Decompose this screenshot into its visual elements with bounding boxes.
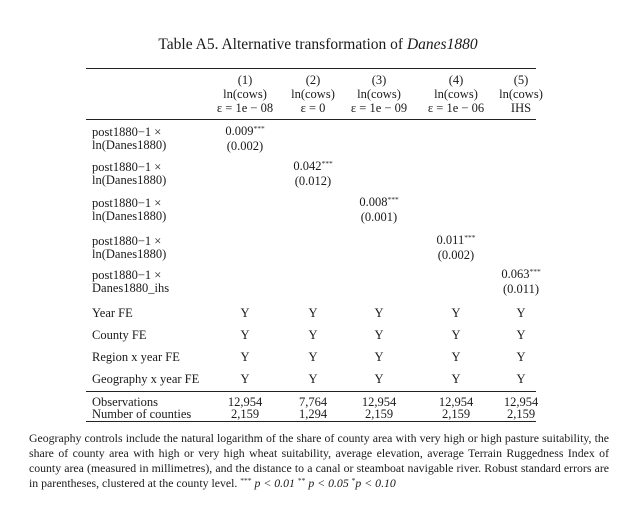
fixed-effect-indicator: Y bbox=[308, 328, 318, 342]
fixed-effect-indicator: Y bbox=[451, 372, 461, 386]
row-label: post1880−1 × bbox=[92, 268, 162, 282]
row-label: post1880−1 × bbox=[92, 125, 162, 139]
stat-value: 12,954 bbox=[438, 395, 474, 409]
column-transformation: ε = 1e − 09 bbox=[350, 101, 408, 115]
top-rule bbox=[86, 68, 536, 69]
header-rule bbox=[86, 119, 536, 120]
fixed-effect-indicator: Y bbox=[516, 328, 526, 342]
row-label: ln(Danes1880) bbox=[92, 247, 167, 261]
column-number: (2) bbox=[305, 73, 321, 87]
column-transformation: ε = 0 bbox=[300, 101, 326, 115]
column-number: (1) bbox=[237, 73, 253, 87]
row-label: ln(Danes1880) bbox=[92, 209, 167, 223]
stat-value: 2,159 bbox=[506, 407, 536, 421]
stat-value: 2,159 bbox=[230, 407, 260, 421]
stat-value: 2,159 bbox=[441, 407, 471, 421]
column-transformation: ε = 1e − 08 bbox=[216, 101, 274, 115]
fixed-effect-indicator: Y bbox=[516, 350, 526, 364]
row-label: post1880−1 × bbox=[92, 160, 162, 174]
coefficient-estimate bbox=[200, 124, 290, 138]
significance-stars: *** bbox=[464, 233, 476, 242]
row-label: ln(Danes1880) bbox=[92, 173, 167, 187]
column-number: (3) bbox=[371, 73, 387, 87]
fixed-effect-indicator: Y bbox=[240, 328, 250, 342]
fixed-effect-indicator: Y bbox=[516, 372, 526, 386]
estimate-value: 0.008 bbox=[359, 195, 388, 209]
standard-error: (0.001) bbox=[360, 210, 398, 224]
stat-value: 1,294 bbox=[298, 407, 328, 421]
stat-value: 12,954 bbox=[227, 395, 263, 409]
coefficient-estimate bbox=[268, 159, 358, 173]
coefficient-estimate bbox=[411, 233, 501, 247]
table-title: Table A5. Alternative transformation of Danes1880 bbox=[158, 36, 478, 53]
fixed-effect-indicator: Y bbox=[308, 350, 318, 364]
standard-error: (0.012) bbox=[294, 174, 332, 188]
fixed-effect-indicator: Y bbox=[451, 306, 461, 320]
column-dependent-variable: ln(cows) bbox=[291, 87, 335, 101]
significance-stars: *** bbox=[253, 124, 265, 133]
stat-label: Observations bbox=[92, 395, 158, 409]
table-notes: Geography controls include the natural logarithm of the share of county area with very high or high pasture suitability, the share of county area with high or very high wheat suitability, average elevation, average Terrain Ruggedness Index of county area (measured in millimetres), and the distance to a canal or steamboat navigable river. Robust standard errors are in parentheses, clustered at the county level. *** p < 0.01 ** p < 0.05 *p < 0.10 bbox=[29, 431, 609, 490]
significance-stars: *** bbox=[321, 159, 333, 168]
fixed-effect-indicator: Y bbox=[451, 328, 461, 342]
estimate-value: 0.042 bbox=[293, 159, 322, 173]
coefficient-estimate bbox=[334, 195, 424, 209]
fixed-effect-label: Year FE bbox=[92, 306, 133, 320]
fixed-effect-indicator: Y bbox=[240, 306, 250, 320]
row-label: post1880−1 × bbox=[92, 234, 162, 248]
fixed-effect-indicator: Y bbox=[308, 372, 318, 386]
estimate-value: 0.011 bbox=[436, 233, 465, 247]
fixed-effect-indicator: Y bbox=[374, 328, 384, 342]
row-label: ln(Danes1880) bbox=[92, 138, 167, 152]
estimate-value: 0.009 bbox=[225, 124, 254, 138]
stat-value: 7,764 bbox=[298, 395, 328, 409]
fixed-effect-indicator: Y bbox=[451, 350, 461, 364]
stat-value: 2,159 bbox=[364, 407, 394, 421]
column-transformation: ε = 1e − 06 bbox=[427, 101, 485, 115]
significance-stars: *** bbox=[529, 267, 541, 276]
column-number: (5) bbox=[513, 73, 529, 87]
significance-stars: *** bbox=[387, 195, 399, 204]
fixed-effect-indicator: Y bbox=[240, 372, 250, 386]
column-dependent-variable: ln(cows) bbox=[223, 87, 267, 101]
column-number: (4) bbox=[448, 73, 464, 87]
standard-error: (0.002) bbox=[226, 139, 264, 153]
stat-value: 12,954 bbox=[503, 395, 539, 409]
fixed-effect-indicator: Y bbox=[374, 306, 384, 320]
stat-value: 12,954 bbox=[361, 395, 397, 409]
standard-error: (0.002) bbox=[437, 248, 475, 262]
estimate-value: 0.063 bbox=[501, 267, 530, 281]
fixed-effect-indicator: Y bbox=[374, 372, 384, 386]
row-label: post1880−1 × bbox=[92, 196, 162, 210]
row-label: Danes1880_ihs bbox=[92, 281, 170, 295]
stat-label: Number of counties bbox=[92, 407, 192, 421]
column-dependent-variable: ln(cows) bbox=[434, 87, 478, 101]
fixed-effect-label: Geography x year FE bbox=[92, 372, 200, 386]
column-dependent-variable: ln(cows) bbox=[499, 87, 543, 101]
stats-rule bbox=[86, 391, 536, 392]
fixed-effect-indicator: Y bbox=[308, 306, 318, 320]
coefficient-estimate bbox=[476, 267, 566, 281]
fixed-effect-label: Region x year FE bbox=[92, 350, 180, 364]
column-transformation: IHS bbox=[510, 101, 532, 115]
bottom-rule bbox=[86, 421, 536, 422]
fixed-effect-label: County FE bbox=[92, 328, 147, 342]
fixed-effect-indicator: Y bbox=[374, 350, 384, 364]
fixed-effect-indicator: Y bbox=[240, 350, 250, 364]
standard-error: (0.011) bbox=[503, 282, 539, 296]
fixed-effect-indicator: Y bbox=[516, 306, 526, 320]
column-dependent-variable: ln(cows) bbox=[357, 87, 401, 101]
